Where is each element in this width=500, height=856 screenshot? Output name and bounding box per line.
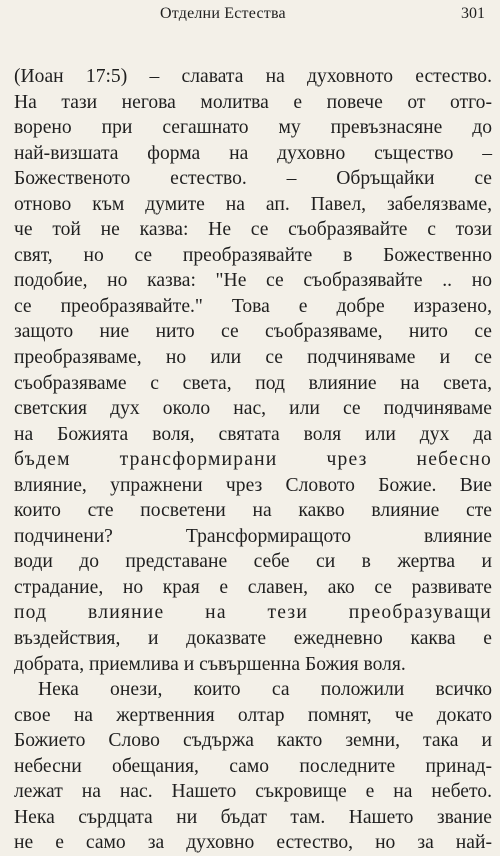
text-line: на Божията воля, святата воля или дух да	[14, 423, 492, 445]
text-line: Нека сърдцата ни бъдат там. Нашето звание	[14, 806, 492, 828]
text-line: Божественото естество. – Обръщайки се	[14, 168, 492, 190]
running-head	[0, 5, 500, 25]
text-line: се преобразявайте." Това е добре изразено,	[14, 295, 492, 317]
text-line: че той не казва: Не се съобразявайте с този	[14, 219, 492, 241]
text-line: свое на жертвенния олтар помнят, че докато	[14, 704, 492, 726]
paragraph-2	[14, 677, 492, 856]
text-line: (Иоан 17:5) – славата на духовното естество.	[14, 66, 492, 87]
text-line: лежат на нас. Нашето съкровище е на небето.	[14, 781, 492, 803]
text-line: отново към думите на ап. Павел, забелязваме,	[14, 193, 492, 215]
text-line: влияние, упражнени чрез Словото Божие. Вие	[14, 474, 492, 496]
text-line: добрата, приемлива и съвършенна Божия воля.	[14, 653, 406, 675]
text-line: бъдем трансформирани чрез небесно	[14, 449, 492, 471]
running-title: Отделни Естества	[160, 5, 286, 22]
text-line: най-визшата форма на духовно същество –	[14, 142, 492, 164]
text-line: Божието Слово съдържа както земни, така и	[14, 730, 492, 752]
text-line: Нека онези, които са положили всичко	[38, 679, 492, 701]
text-line: защото ние нито се съобразяваме, нито се	[14, 321, 492, 343]
text-line: страдание, но края е славен, ако се развивате	[14, 576, 492, 598]
text-line: преобразяваме, но или се подчиняваме и се	[14, 347, 492, 369]
text-line: води до представане себе си в жертва и	[14, 551, 492, 573]
page-number: 301	[461, 5, 485, 22]
body-text	[14, 64, 492, 856]
paragraph-1	[14, 64, 492, 677]
text-line: ворено при сегашнато му превъзнасяне до	[14, 117, 492, 139]
text-line: На тази негова молитва е повече от отго-	[14, 91, 492, 113]
text-line: под влияние на тези преобразуващи	[14, 602, 492, 624]
text-line: не е само за духовно естество, но за най-	[14, 832, 492, 854]
text-line: подобие, но казва: "Не се съобразявайте .. но	[14, 270, 492, 292]
text-line: съобразяваме с света, под влияние на света,	[14, 372, 492, 394]
text-line: които сте посветени на какво влияние сте	[14, 500, 492, 522]
text-line: подчинени? Трансформиращото влияние	[14, 525, 492, 547]
text-line: светския дух около нас, или се подчиняваме	[14, 398, 492, 420]
text-line: небесни обещания, само последните принад-	[14, 755, 492, 777]
text-line: свят, но се преобразявайте в Божественно	[14, 244, 492, 266]
text-line: въздействия, и доказвате ежедневно каква е	[14, 628, 492, 650]
